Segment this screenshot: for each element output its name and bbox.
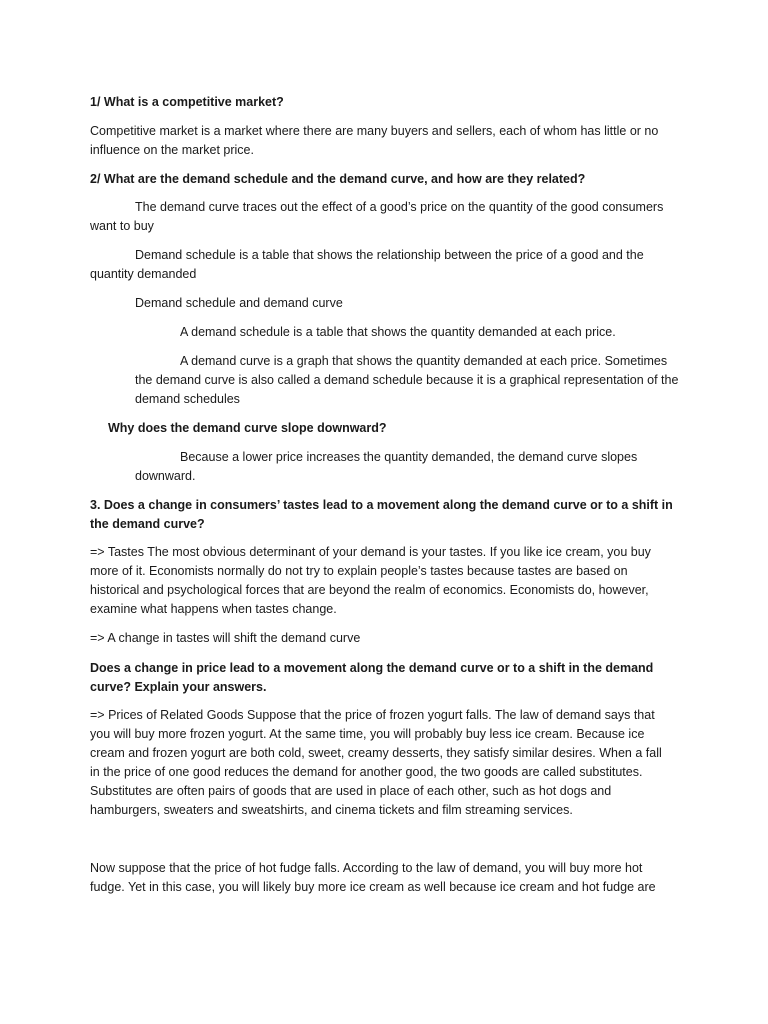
q3-tastes-text: => Tastes The most obvious determinant of your demand is your tastes. If you like ice cream, you buy more of it. Economists normally do not try to explain people’s tastes because tastes are based on historical and psychological forces that are beyond the realm of economics. Economists do, however, examine what happens when tastes change. xyxy=(90,545,651,616)
q3-heading: 3. Does a change in consumers’ tastes lead to a movement along the demand curve or to a shift in the demand curve? xyxy=(90,498,673,531)
q4-heading: Does a change in price lead to a movement along the demand curve or to a shift in the demand curve? Explain your answers. xyxy=(90,661,654,694)
q1-heading: 1/ What is a competitive market? xyxy=(90,95,284,109)
q2-demand-schedule-text: Demand schedule is a table that shows the relationship between the price of a good and the quantity demanded xyxy=(90,248,644,281)
q4-related-goods-text: => Prices of Related Goods Suppose that the price of frozen yogurt falls. The law of demand says that you will buy more frozen yogurt. At the same time, you will probably buy less ice cream. Because ice cream and frozen yogurt are both cold, sweet, creamy desserts, they satisfy similar desires. When a fall in the price of one good reduces the demand for another good, the two goods are called substitutes. Substitutes are often pairs of goods that are used in place of each other, such as hot dogs and hamburgers, sweaters and sweatshirts, and cinema tickets and film streaming services. xyxy=(90,708,662,817)
q2-schedule-definition: A demand schedule is a table that shows the quantity demanded at each price. xyxy=(180,325,616,339)
q2-subheading: Why does the demand curve slope downward? xyxy=(108,421,387,435)
q1-answer: Competitive market is a market where there are many buyers and sellers, each of whom has little or no influence on the market price. xyxy=(90,124,659,157)
q2-heading: 2/ What are the demand schedule and the demand curve, and how are they related? xyxy=(90,172,586,186)
q2-demand-curve-text: The demand curve traces out the effect of a good’s price on the quantity of the good consumers want to buy xyxy=(90,200,664,233)
q3-shift-text: => A change in tastes will shift the demand curve xyxy=(90,631,361,645)
q2-subtopic: Demand schedule and demand curve xyxy=(135,296,343,310)
q4-hot-fudge-text: Now suppose that the price of hot fudge falls. According to the law of demand, you will buy more hot fudge. Yet in this case, you will likely buy more ice cream as well because ice cream and hot fudge are xyxy=(90,861,656,894)
q2-slope-answer: Because a lower price increases the quantity demanded, the demand curve slopes downward. xyxy=(135,450,638,483)
q2-curve-definition: A demand curve is a graph that shows the quantity demanded at each price. Sometimes the demand curve is also called a demand schedule because it is a graphical representation of the demand schedules xyxy=(135,354,679,406)
